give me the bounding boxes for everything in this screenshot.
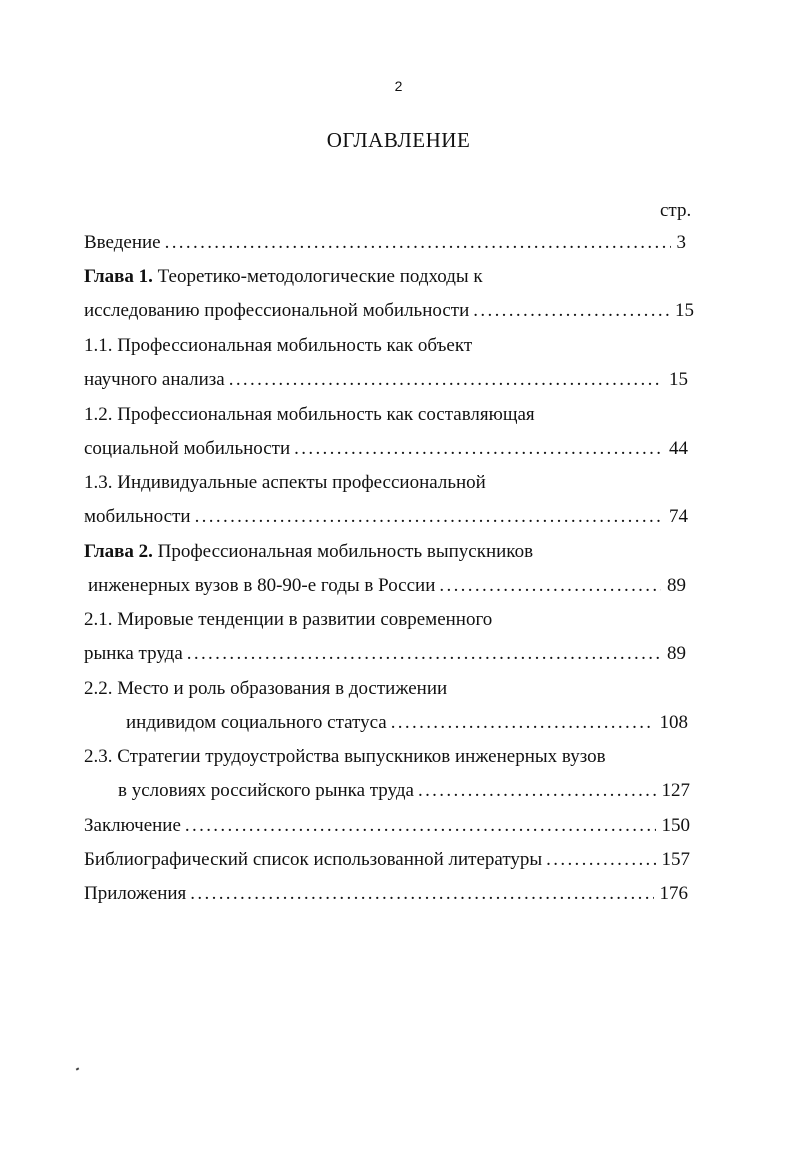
leader-dots <box>195 504 663 530</box>
toc-entry-title: в условиях российского рынка труда <box>118 780 414 801</box>
toc-chapter-2-line1 <box>84 539 533 565</box>
toc-entry-title: рынка труда <box>84 643 183 664</box>
toc-entry-chapter-1[interactable] <box>84 298 694 324</box>
toc-entry-title: Профессиональная мобильность выпускников <box>152 541 534 562</box>
toc-entry-title: Приложения <box>84 883 187 904</box>
scan-speck <box>76 1067 80 1070</box>
chapter-label: Глава 1. <box>84 266 153 287</box>
toc-section-2-3-line1: 2.3. Стратегии трудоустройства выпускников инженерных вузов <box>84 746 606 767</box>
toc-page-number: 15 <box>669 369 688 390</box>
toc-entry-title: научного анализа <box>84 369 225 390</box>
toc-entry-title: Теоретико-методологические подходы к <box>152 266 483 287</box>
page-column-label: стр. <box>660 200 692 221</box>
leader-dots <box>187 641 661 667</box>
toc-page-number: 127 <box>661 780 690 801</box>
leader-dots <box>391 710 654 736</box>
toc-entry-chapter-2[interactable] <box>88 573 686 599</box>
toc-entry-section-2-2[interactable] <box>126 710 688 736</box>
leader-dots <box>165 230 671 256</box>
page-title: ОГЛАВЛЕНИЕ <box>326 128 471 152</box>
toc-entry-title: Введение <box>84 232 161 253</box>
toc-entry-bibliography[interactable] <box>84 847 690 873</box>
toc-entry-section-1-1[interactable] <box>84 367 688 393</box>
toc-entry-title: Заключение <box>84 815 181 836</box>
toc-entry-title: инженерных вузов в 80-90-е годы в России <box>88 575 436 596</box>
leader-dots <box>185 813 656 839</box>
toc-page-number: 44 <box>669 438 688 459</box>
toc-entry-section-1-3[interactable] <box>84 504 688 530</box>
page-number: 2 <box>394 78 403 94</box>
leader-dots <box>294 436 663 462</box>
toc-section-1-2-line1: 1.2. Профессиональная мобильность как составляющая <box>84 404 535 425</box>
toc-entry-title: индивидом социального статуса <box>126 712 387 733</box>
toc-section-1-3-line1: 1.3. Индивидуальные аспекты профессиональной <box>84 472 486 493</box>
toc-entry-appendices[interactable] <box>84 881 688 907</box>
toc-entry-section-2-3[interactable] <box>118 778 690 804</box>
toc-entry-title: исследованию профессиональной мобильности <box>84 300 470 321</box>
toc-page-number: 157 <box>661 849 690 870</box>
toc-entry-title: Библиографический список использованной литературы <box>84 849 543 870</box>
toc-section-2-1-line1: 2.1. Мировые тенденции в развитии современного <box>84 609 493 630</box>
toc-chapter-1-line1 <box>84 264 483 290</box>
toc-page-number: 89 <box>667 575 686 596</box>
toc-page-number: 176 <box>659 883 688 904</box>
toc-section-1-1-line1: 1.1. Профессиональная мобильность как объект <box>84 335 473 356</box>
toc-page-number: 3 <box>676 232 686 253</box>
toc-entry-introduction[interactable] <box>84 230 686 256</box>
leader-dots <box>418 778 656 804</box>
toc-entry-title: мобильности <box>84 506 191 527</box>
leader-dots <box>439 573 661 599</box>
leader-dots <box>229 367 663 393</box>
toc-page-number: 108 <box>659 712 688 733</box>
toc-section-2-2-line1: 2.2. Место и роль образования в достижении <box>84 678 448 699</box>
toc-page-number: 89 <box>667 643 686 664</box>
chapter-label: Глава 2. <box>84 541 153 562</box>
toc-entry-conclusion[interactable] <box>84 813 690 839</box>
leader-dots <box>190 881 653 907</box>
toc-page-number: 15 <box>675 300 694 321</box>
toc-page-number: 150 <box>661 815 690 836</box>
toc-page-number: 74 <box>669 506 688 527</box>
leader-dots <box>473 298 669 324</box>
toc-entry-section-2-1[interactable] <box>84 641 686 667</box>
toc-entry-section-1-2[interactable] <box>84 436 688 462</box>
toc-entry-title: социальной мобильности <box>84 438 291 459</box>
leader-dots <box>546 847 655 873</box>
